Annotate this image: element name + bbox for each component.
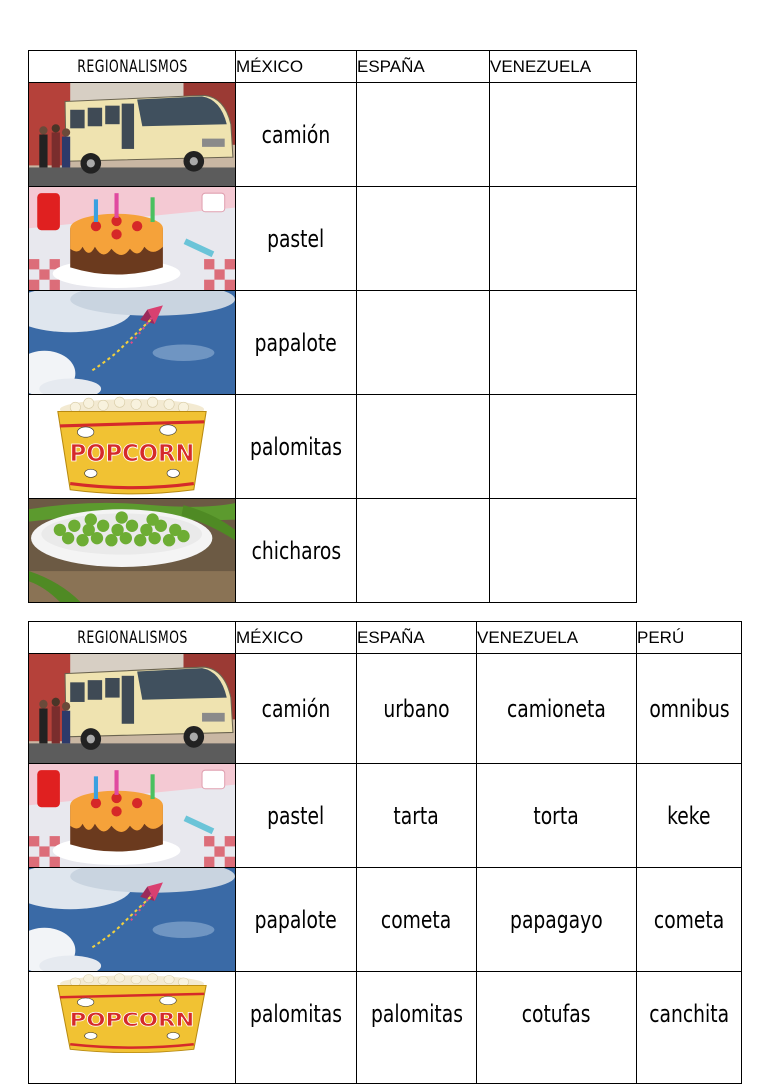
word-venezuela: torta	[477, 764, 637, 868]
word-venezuela: camioneta	[477, 654, 637, 764]
table-row	[29, 764, 742, 868]
word-peru: keke	[637, 764, 742, 868]
table-row	[29, 499, 637, 603]
kite-image	[29, 291, 236, 395]
word-mexico: papalote	[236, 868, 357, 972]
blank-cell-venezuela	[490, 395, 637, 499]
word-venezuela: cotufas	[477, 972, 637, 1084]
table-row	[29, 83, 637, 187]
word-mexico: papalote	[236, 291, 357, 395]
table-row	[29, 654, 742, 764]
header-espana: ESPAÑA	[357, 51, 490, 83]
bus-image	[29, 83, 236, 187]
word-mexico: palomitas	[236, 395, 357, 499]
popcorn-image	[29, 395, 236, 499]
word-mexico: pastel	[236, 187, 357, 291]
table-row	[29, 291, 637, 395]
blank-cell-venezuela	[490, 187, 637, 291]
table-row	[29, 972, 742, 1084]
svg-text:POPCORN: POPCORN	[69, 440, 195, 467]
header-peru: PERÚ	[637, 622, 742, 654]
blank-cell-espana	[357, 187, 490, 291]
bus-image	[29, 654, 236, 764]
word-espana: tarta	[357, 764, 477, 868]
word-espana: cometa	[357, 868, 477, 972]
blank-cell-espana	[357, 291, 490, 395]
regionalisms-table-blank	[28, 50, 637, 603]
header-mexico: MÉXICO	[236, 622, 357, 654]
regionalisms-table-answers	[28, 621, 742, 1084]
word-peru: omnibus	[637, 654, 742, 764]
blank-cell-espana	[357, 499, 490, 603]
birthday-cake-image	[29, 187, 236, 291]
word-mexico: palomitas	[236, 972, 357, 1084]
header-mexico: MÉXICO	[236, 51, 357, 83]
word-peru: canchita	[637, 972, 742, 1084]
table-row	[29, 395, 637, 499]
table-header-row	[29, 622, 742, 654]
word-peru: cometa	[637, 868, 742, 972]
kite-image	[29, 868, 236, 972]
svg-text:POPCORN: POPCORN	[69, 1008, 195, 1031]
word-espana: urbano	[357, 654, 477, 764]
table-header-row	[29, 51, 637, 83]
word-mexico: camión	[236, 654, 357, 764]
blank-cell-venezuela	[490, 83, 637, 187]
birthday-cake-image	[29, 764, 236, 868]
popcorn-image	[29, 972, 236, 1084]
header-venezuela: VENEZUELA	[477, 622, 637, 654]
header-regionalismos: REGIONALISMOS	[47, 622, 217, 654]
word-mexico: camión	[236, 83, 357, 187]
blank-cell-venezuela	[490, 499, 637, 603]
word-mexico: pastel	[236, 764, 357, 868]
blank-cell-venezuela	[490, 291, 637, 395]
word-mexico: chicharos	[236, 499, 357, 603]
table-row	[29, 187, 637, 291]
blank-cell-espana	[357, 83, 490, 187]
blank-cell-espana	[357, 395, 490, 499]
word-espana: palomitas	[357, 972, 477, 1084]
header-venezuela: VENEZUELA	[490, 51, 637, 83]
peas-image	[29, 499, 236, 603]
header-regionalismos: REGIONALISMOS	[47, 51, 217, 83]
word-venezuela: papagayo	[477, 868, 637, 972]
table-row	[29, 868, 742, 972]
header-espana: ESPAÑA	[357, 622, 477, 654]
